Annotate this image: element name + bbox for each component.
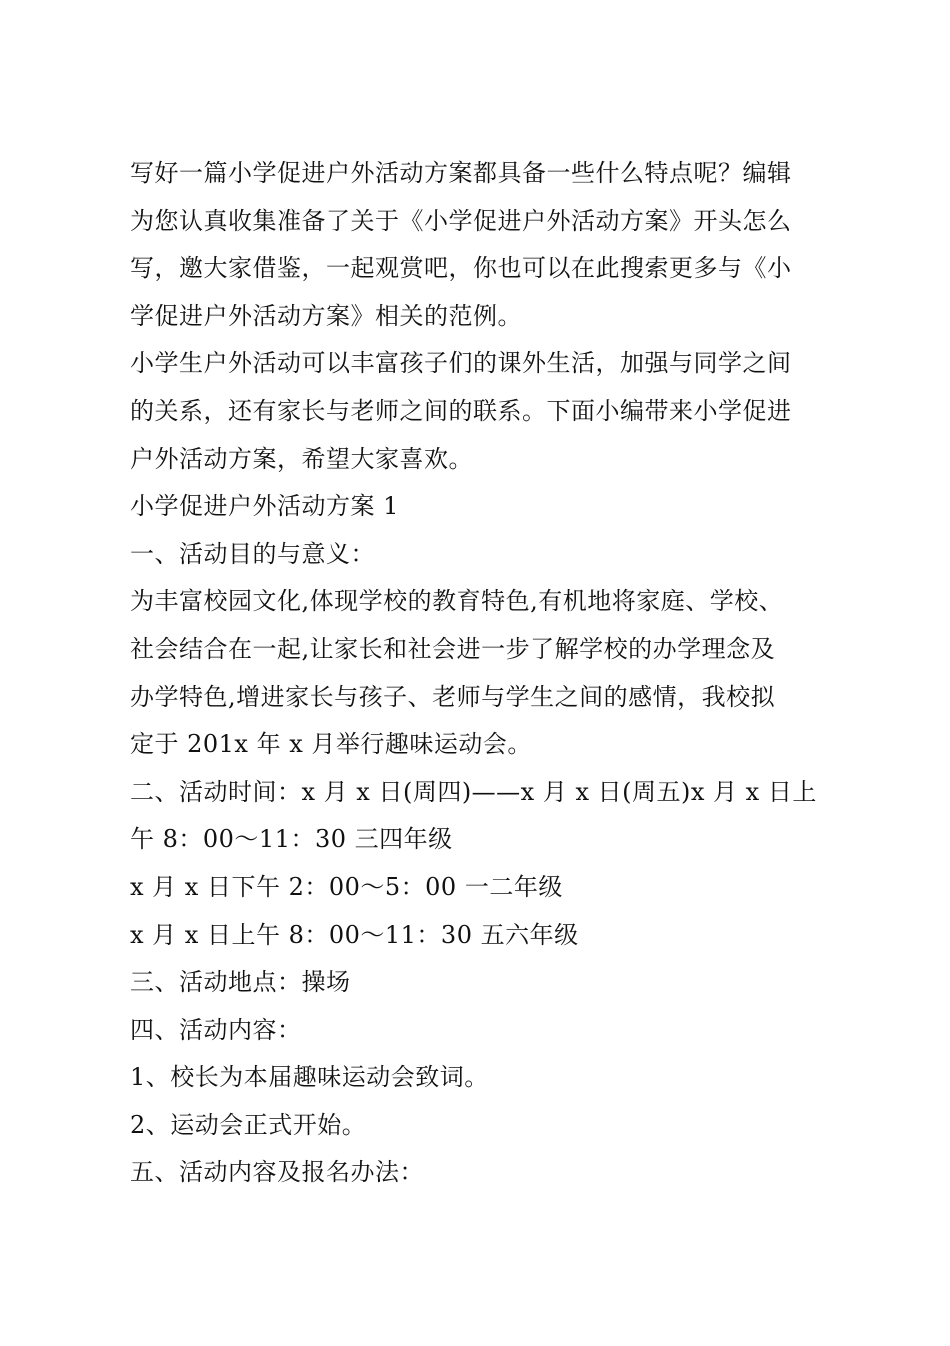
purpose-line-4: 定于 201x 年 x 月举行趣味运动会。: [130, 730, 532, 759]
intro-line-2: 为您认真收集准备了关于《小学促进户外活动方案》开头怎么: [130, 206, 792, 235]
summary-line-1: 小学生户外活动可以丰富孩子们的课外生活，加强与同学之间: [130, 349, 792, 378]
content-item-1: 1、校长为本届趣味运动会致词。: [130, 1063, 489, 1092]
section-location: 三、活动地点：操场: [130, 968, 351, 997]
time-line-grades-5-6: x 月 x 日上午 8：00～11：30 五六年级: [130, 920, 579, 949]
intro-line-1: 写好一篇小学促进户外活动方案都具备一些什么特点呢？编辑: [130, 159, 792, 187]
purpose-line-1: 为丰富校园文化,体现学校的教育特色,有机地将家庭、学校、: [130, 587, 784, 616]
time-line-grades-1-2: x 月 x 日下午 2：00～5：00 一二年级: [130, 872, 563, 901]
section-purpose-heading: 一、活动目的与意义：: [130, 539, 375, 568]
section-time-line-2: 午 8：00～11：30 三四年级: [130, 825, 453, 854]
purpose-line-2: 社会结合在一起,让家长和社会进一步了解学校的办学理念及: [130, 634, 776, 663]
summary-line-3: 户外活动方案，希望大家喜欢。: [130, 444, 473, 473]
purpose-line-3: 办学特色,增进家长与孩子、老师与学生之间的感情，我校拟: [130, 682, 776, 711]
section-time-line-1: 二、活动时间：x 月 x 日(周四)——x 月 x 日(周五)x 月 x 日上: [130, 777, 817, 806]
document-body: [130, 150, 820, 1197]
intro-line-4: 学促进户外活动方案》相关的范例。: [130, 301, 522, 330]
intro-line-3: 写，邀大家借鉴，一起观赏吧，你也可以在此搜索更多与《小: [130, 254, 792, 283]
section-content-heading: 四、活动内容：: [130, 1015, 302, 1044]
section-registration-heading: 五、活动内容及报名办法：: [130, 1158, 424, 1187]
summary-line-2: 的关系，还有家长与老师之间的联系。下面小编带来小学促进: [130, 396, 792, 425]
plan-title: 小学促进户外活动方案 1: [130, 492, 399, 521]
content-item-2: 2、运动会正式开始。: [130, 1110, 367, 1139]
